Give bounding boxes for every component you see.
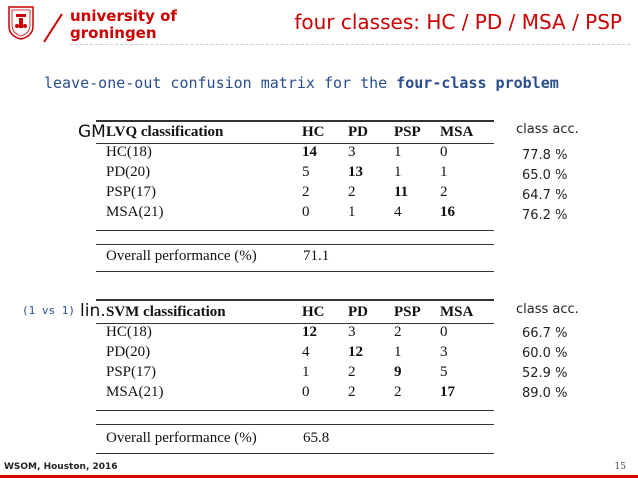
lvq-col-pd: PD (348, 124, 368, 140)
cell: 0 (302, 384, 310, 400)
svm-mid-rule (96, 410, 494, 411)
cell: 1 (302, 364, 310, 380)
cell: 2 (348, 384, 356, 400)
svm-header-rule (96, 323, 494, 324)
table-row (96, 182, 486, 202)
cell: 2 (348, 184, 356, 200)
page-number: 15 (614, 462, 626, 472)
cell: 11 (394, 184, 409, 200)
cell: 5 (302, 164, 310, 180)
logo-line2: groningen (70, 24, 157, 42)
svm-col-psp: PSP (394, 304, 421, 320)
subtitle-emphasis: four-class problem (396, 74, 559, 92)
row-label: HC(18) (106, 324, 152, 340)
cell: 5 (440, 364, 448, 380)
lvq-header-rule (96, 143, 494, 144)
cell: 3 (348, 324, 356, 340)
svm-class-acc-hc: 66.7 % (522, 326, 568, 341)
table-row (96, 162, 486, 182)
svm-confusion-matrix (96, 302, 486, 402)
cell: 14 (302, 144, 317, 160)
cell: 1 (394, 144, 402, 160)
cell: 2 (394, 324, 402, 340)
lvq-class-acc-msa: 76.2 % (522, 208, 568, 223)
university-crest-icon (8, 6, 34, 40)
cell: 2 (440, 184, 448, 200)
lvq-header-row (96, 122, 486, 142)
cell: 4 (302, 344, 310, 360)
table-row (96, 342, 486, 362)
footer-conference: WSOM, Houston, 2016 (4, 462, 118, 472)
overall-value: 65.8 (303, 430, 330, 446)
row-label: PD(20) (106, 344, 151, 360)
slide-subtitle (44, 74, 559, 92)
row-label: PSP(17) (106, 364, 157, 380)
lvq-method-tag: GM (78, 122, 106, 142)
cell: 1 (394, 344, 402, 360)
cell: 16 (440, 204, 455, 220)
table-row (96, 202, 486, 222)
cell: 13 (348, 164, 363, 180)
lvq-class-acc-psp: 64.7 % (522, 188, 568, 203)
svm-header-label: SVM classification (106, 304, 226, 320)
cell: 1 (348, 204, 356, 220)
logo-line1: university of (70, 7, 177, 25)
lvq-bottom-rule (96, 271, 494, 272)
table-row (96, 382, 486, 402)
cell: 0 (302, 204, 310, 220)
lvq-header-label: LVQ classification (106, 124, 224, 140)
overall-value: 71.1 (303, 248, 330, 264)
cell: 0 (440, 324, 448, 340)
cell: 9 (394, 364, 402, 380)
cell: 3 (440, 344, 448, 360)
svm-class-acc-psp: 52.9 % (522, 366, 568, 381)
row-label: PD(20) (106, 164, 151, 180)
svm-col-pd: PD (348, 304, 368, 320)
logo-slash-icon (40, 12, 64, 44)
svm-overall-performance (106, 430, 496, 450)
svm-mid-rule-2 (96, 424, 494, 425)
cell: 4 (394, 204, 402, 220)
svm-method-tag: lin. (80, 301, 106, 321)
svm-top-rule (96, 299, 494, 301)
svm-class-acc-header: class acc. (516, 302, 579, 317)
cell: 17 (440, 384, 455, 400)
table-row (96, 322, 486, 342)
cell: 2 (348, 364, 356, 380)
slide-header (0, 0, 638, 52)
lvq-col-msa: MSA (440, 124, 474, 140)
svm-header-row (96, 302, 486, 322)
lvq-col-hc: HC (302, 124, 325, 140)
cell: 3 (348, 144, 356, 160)
overall-label: Overall performance (%) (106, 430, 257, 446)
lvq-col-psp: PSP (394, 124, 421, 140)
cell: 2 (302, 184, 310, 200)
lvq-class-acc-pd: 65.0 % (522, 168, 568, 183)
row-label: MSA(21) (106, 384, 164, 400)
row-label: PSP(17) (106, 184, 157, 200)
table-row (96, 142, 486, 162)
row-label: MSA(21) (106, 204, 164, 220)
row-label: HC(18) (106, 144, 152, 160)
lvq-class-acc-hc: 77.8 % (522, 148, 568, 163)
svm-col-hc: HC (302, 304, 325, 320)
svm-class-acc-pd: 60.0 % (522, 346, 568, 361)
header-divider (70, 44, 630, 45)
cell: 1 (440, 164, 448, 180)
lvq-mid-rule (96, 230, 494, 231)
university-logo-text (70, 8, 177, 42)
cell: 1 (394, 164, 402, 180)
svm-vs-label: (1 vs 1) (22, 304, 75, 317)
overall-label: Overall performance (%) (106, 248, 257, 264)
lvq-overall-performance (106, 248, 496, 268)
svm-bottom-rule (96, 453, 494, 454)
cell: 12 (348, 344, 363, 360)
subtitle-prefix: leave-one-out confusion matrix for the (44, 74, 397, 92)
cell: 2 (394, 384, 402, 400)
cell: 12 (302, 324, 317, 340)
lvq-mid-rule-2 (96, 244, 494, 245)
slide-title: four classes: HC / PD / MSA / PSP (294, 10, 622, 34)
table-row (96, 362, 486, 382)
svm-class-acc-msa: 89.0 % (522, 386, 568, 401)
cell: 0 (440, 144, 448, 160)
svm-col-msa: MSA (440, 304, 474, 320)
lvq-confusion-matrix (96, 122, 486, 222)
lvq-class-acc-header: class acc. (516, 122, 579, 137)
